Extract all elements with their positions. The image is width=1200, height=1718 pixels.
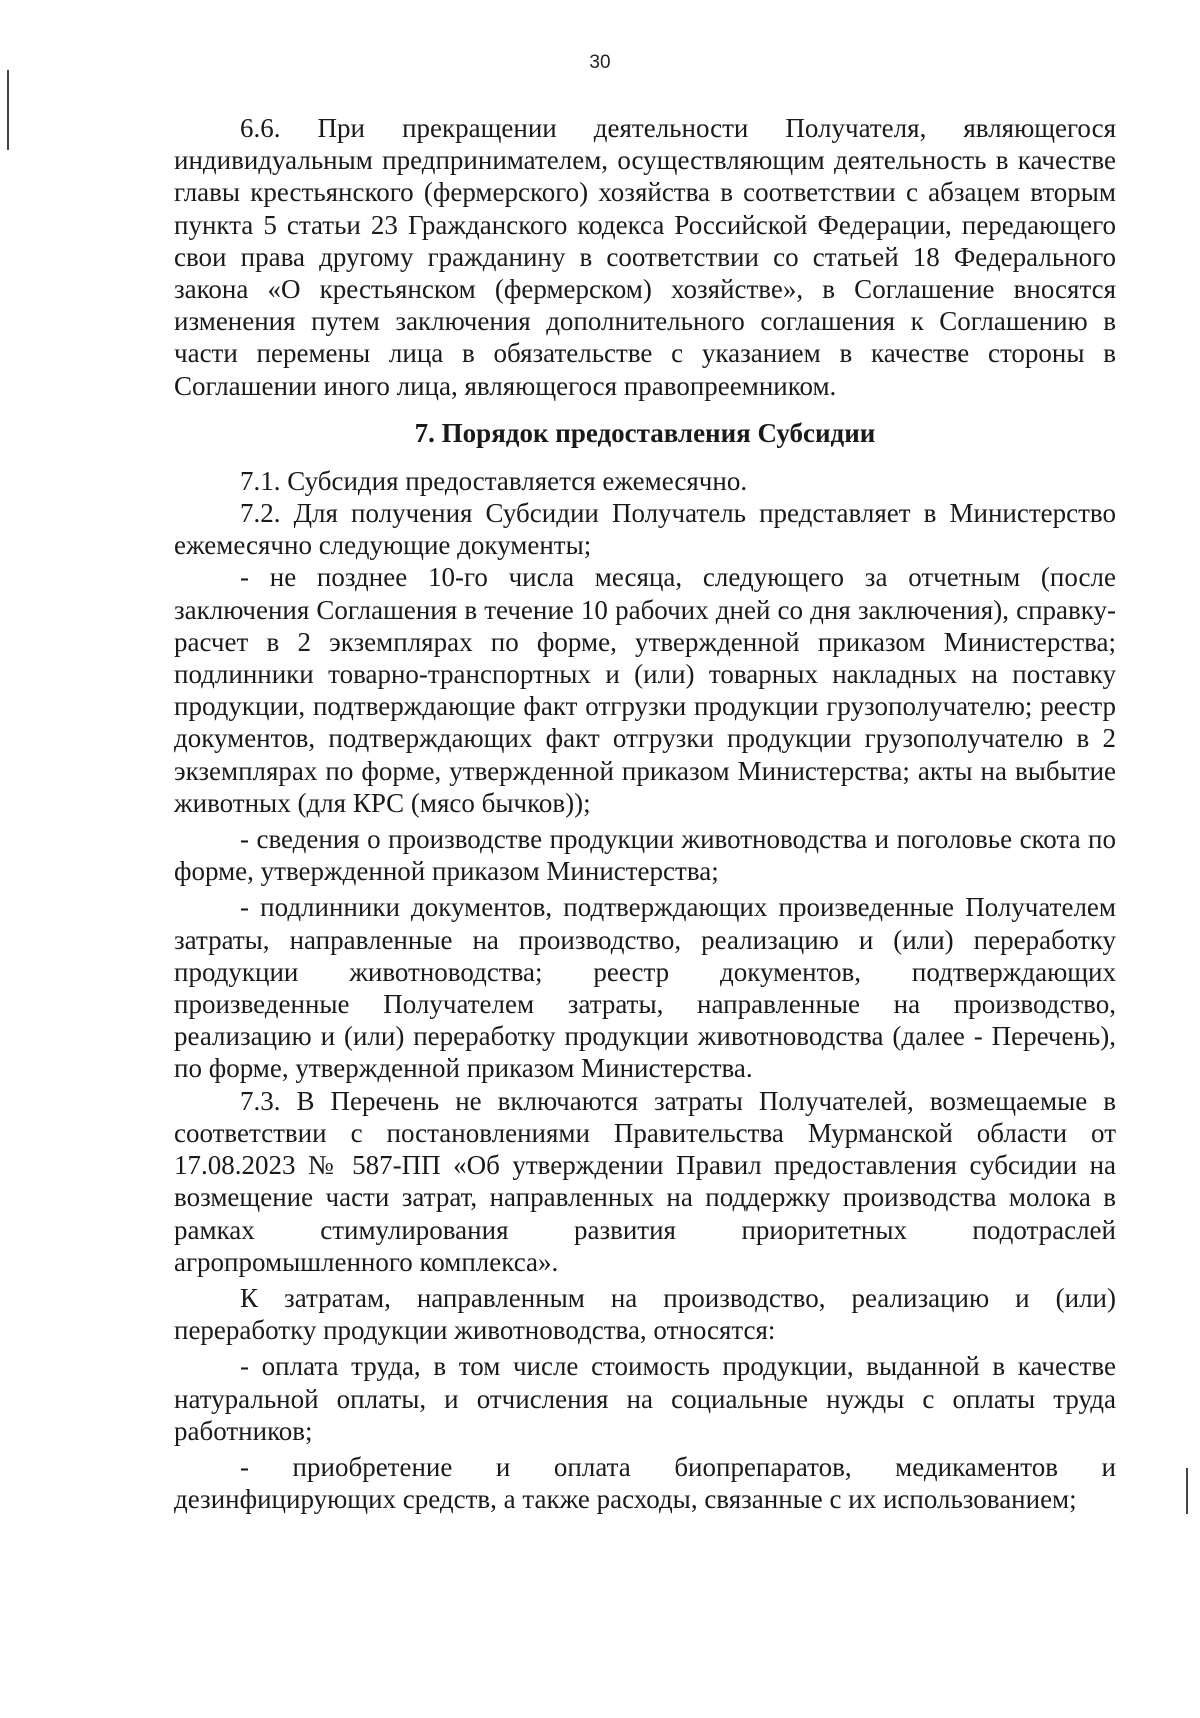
paragraph-7-2-item-1: - не позднее 10-го числа месяца, следующего за отчетным (после заключения Соглашения в течение 10 рабочих дней со дня заключения), справку-расчет в 2 экземплярах по форме, утвержденной приказом Министерства; подлинники товарно-транспортных и (или) товарных накладных на поставку продукции, подтверждающие факт отгрузки продукции грузополучателю; реестр документов, подтверждающих факт отгрузки продукции грузополучателю в 2 экземплярах по форме, утвержденной приказом Министерства; акты на выбытие животных (для КРС (мясо бычков));	[174, 562, 1116, 818]
scan-edge-mark-right	[1186, 1468, 1188, 1514]
paragraph-7-2-item-2: - сведения о производстве продукции животноводства и поголовье скота по форме, утвержденной приказом Министерства;	[174, 824, 1116, 887]
paragraph-costs-intro: К затратам, направленным на производство, реализацию и (или) переработку продукции животноводства, относятся:	[174, 1282, 1116, 1346]
paragraph-7-1: 7.1. Субсидия предоставляется ежемесячно.	[240, 465, 748, 496]
paragraph-7-3: 7.3. В Перечень не включаются затраты Получателей, возмещаемые в соответствии с постановлениями Правительства Мурманской области от 17.08.2023 № 587-ПП «Об утверждении Правил предоставления субсидии на возмещение части затрат, направленных на поддержку производства молока в рамках стимулирования развития приоритетных подотраслей агропромышленного комплекса».	[174, 1085, 1116, 1277]
section-7-heading: 7. Порядок предоставления Субсидии	[414, 417, 876, 448]
paragraph-6-6: 6.6. При прекращении деятельности Получателя, являющегося индивидуальным предпринимателем, осуществляющим деятельность в качестве главы крестьянского (фермерского) хозяйства в соответствии с абзацем вторым пункта 5 статьи 23 Гражданского кодекса Российской Федерации, передающего свои права другому гражданину в соответствии со статьей 18 Федерального закона «О крестьянском (фермерском) хозяйстве», в Соглашение вносятся изменения путем заключения дополнительного соглашения к Соглашению в части перемены лица в обязательстве с указанием в качестве стороны в Соглашении иного лица, являющегося правопреемником.	[174, 113, 1116, 401]
paragraph-cost-item-1: - оплата труда, в том числе стоимость продукции, выданной в качестве натуральной оплаты, и отчисления на социальные нужды с оплаты труда работников;	[174, 1351, 1116, 1446]
paragraph-7-2-item-3: - подлинники документов, подтверждающих произведенные Получателем затраты, направленные на производство, реализацию и (или) переработку продукции животноводства; реестр документов, подтверждающих произведенные Получателем затраты, направленные на производство, реализацию и (или) переработку продукции животноводства (далее - Перечень), по форме, утвержденной приказом Министерства.	[174, 892, 1116, 1084]
document-body	[174, 112, 1116, 1515]
page-number: 30	[589, 52, 611, 73]
scan-edge-mark-left	[7, 70, 9, 150]
paragraph-cost-item-2: - приобретение и оплата биопрепаратов, медикаментов и дезинфицирующих средств, а также расходы, связанные с их использованием;	[174, 1451, 1116, 1515]
paragraph-7-2: 7.2. Для получения Субсидии Получатель представляет в Министерство ежемесячно следующие документы;	[174, 498, 1116, 561]
